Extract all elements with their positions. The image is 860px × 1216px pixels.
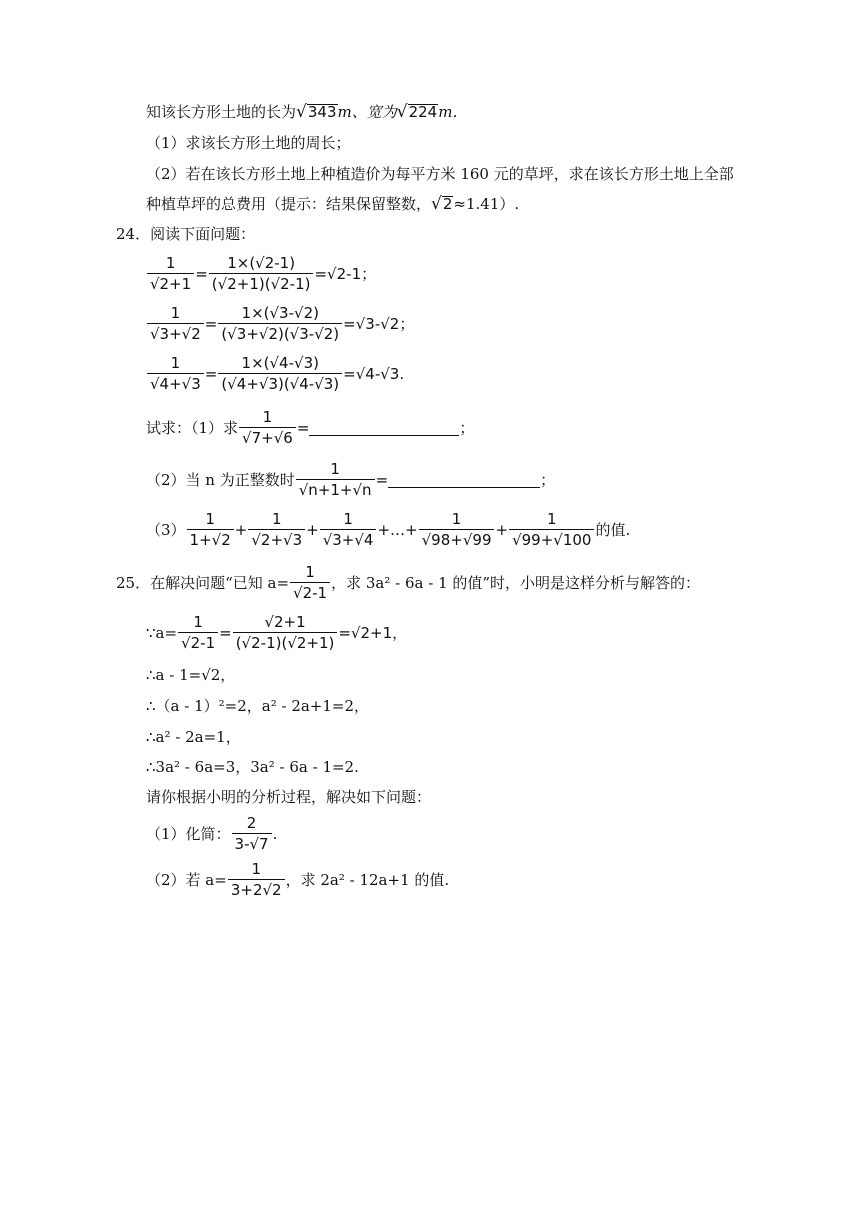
p25-q1 (146, 816, 277, 852)
p25-title (116, 565, 700, 601)
p24-example-3: $\frac{1}{√4+√3}$ = $\frac{1\times(√4-√3)}{(√4+√3)(√4-√3)}$ =√4-√3. (146, 356, 404, 392)
fraction: $\frac{1}{√4+√3}$ (147, 356, 204, 392)
fraction: $\frac{1\times(√2-1)}{(√2+1)(√2-1)}$ (209, 256, 314, 292)
p25-title-b: ，求 3a² - 6a - 1 的值”时，小明是这样分析与解答的： (331, 573, 701, 592)
p25-q1-label: （1）化简： (146, 824, 231, 843)
sqrt-224: √ 224 (396, 102, 438, 122)
fraction: $\frac{1}{1+√2}$ (187, 512, 234, 548)
fraction: $\frac{2}{3-√7}$ (232, 816, 272, 852)
p25-q2-end: ，求 2a² - 12a+1 的值. (285, 870, 450, 889)
p25-q2 (146, 862, 449, 898)
p24-q3-label: （3） (146, 520, 186, 539)
fraction: $\frac{1}{√2-1}$ (178, 615, 218, 651)
result: =√4-√3. (343, 364, 405, 383)
p24-q1: 试求：（1）求 $\frac{1}{√7+√6}$ = ； (146, 408, 475, 447)
answer-blank[interactable] (309, 421, 459, 436)
p24-q1-end: ； (459, 418, 475, 437)
p25-step3: ∴（a - 1）²=2，a² - 2a+1=2， (146, 697, 370, 715)
fraction: $\frac{1}{√7+√6}$ (239, 410, 296, 446)
p24-q2: （2）当 n 为正整数时 $\frac{1}{√n+1+√n}$ = ； (146, 460, 556, 499)
p23-l1-text-c: m． (438, 103, 468, 121)
p25-step1: ∵a= $\frac{1}{√2-1}$ = $\frac{√2+1}{(√2-1)(√2+1)}$ =√2+1， (146, 613, 408, 652)
result: =√3-√2； (343, 314, 415, 333)
sqrt-2: √ 2 (431, 194, 453, 214)
fraction: $\frac{1\times(√4-√3)}{(√4+√3)(√4-√3)}$ (218, 356, 342, 392)
p25-title-a: 25．在解决问题“已知 a= (116, 573, 290, 592)
fraction: $\frac{√2+1}{(√2-1)(√2+1)}$ (233, 615, 338, 651)
result: =√2+1， (338, 623, 408, 642)
fraction: $\frac{1}{√3+√4}$ (320, 512, 377, 548)
p24-q2-label: （2）当 n 为正整数时 (146, 470, 295, 489)
sqrt-343: √ 343 (296, 102, 337, 122)
p23-q2-line2 (146, 196, 519, 213)
p24-q3-end: 的值. (595, 520, 631, 539)
p25-step4: ∴a² - 2a=1， (146, 728, 241, 746)
fraction: $\frac{1}{√n+1+√n}$ (296, 462, 375, 498)
fraction: $\frac{1}{√2+1}$ (147, 256, 194, 292)
fraction: $\frac{1}{√2-1}$ (290, 565, 330, 601)
p23-line1 (146, 104, 467, 121)
p23-q2-text-a: 种植草坪的总费用（提示：结果保留整数， (146, 195, 432, 213)
p23-q1: （1）求该长方形土地的周长； (146, 134, 351, 152)
fraction: $\frac{1}{√98+√99}$ (419, 512, 495, 548)
p24-q2-end: ； (540, 470, 556, 489)
fraction: $\frac{1}{√99+√100}$ (509, 512, 594, 548)
fraction: $\frac{1\times(√3-√2)}{(√3+√2)(√3-√2)}$ (218, 306, 342, 342)
p24-q3: （3） $\frac{1}{1+√2}$ + $\frac{1}{√2+√3}$ + $\frac{1}{√3+√4}$ +…+ $\frac{1}{√98+√99}$ + $\frac{1}{√99+√100}$ 的值. (146, 510, 631, 549)
p23-l1-text-a: 知该长方形土地的长为 (146, 103, 297, 121)
p25-step5: ∴3a² - 6a=3，3a² - 6a - 1=2. (146, 758, 359, 776)
p23-q2-text-c: ≈1.41）. (453, 195, 520, 213)
p23-l1-text-b: m、宽为 (337, 103, 397, 121)
p24-example-2: $\frac{1}{√3+√2}$ = $\frac{1\times(√3-√2)}{(√3+√2)(√3-√2)}$ =√3-√2； (146, 306, 414, 342)
ellipsis: +…+ (377, 520, 418, 539)
fraction: $\frac{1}{√3+√2}$ (147, 306, 204, 342)
p24-title: 24．阅读下面问题： (116, 225, 256, 243)
p24-q1-label: 试求：（1）求 (146, 418, 239, 437)
result: =√2-1； (314, 264, 377, 283)
p25-s1-pre: ∵a= (146, 623, 178, 642)
p25-instruction: 请你根据小明的分析过程，解决如下问题： (146, 788, 432, 806)
p25-step2: ∴a - 1=√2， (146, 666, 236, 684)
answer-blank[interactable] (388, 473, 540, 488)
p25-q1-end: . (272, 824, 278, 843)
fraction: $\frac{1}{√2+√3}$ (248, 512, 305, 548)
fraction: $\frac{1}{3+2√2}$ (228, 862, 285, 898)
p23-q2-line1: （2）若在该长方形土地上种植造价为每平方米 160 元的草坪，求在该长方形土地上全部 (146, 165, 734, 183)
p24-example-1: $\frac{1}{√2+1}$ = $\frac{1\times(√2-1)}{(√2+1)(√2-1)}$ =√2-1； (146, 256, 376, 292)
p25-q2-label: （2）若 a= (146, 870, 227, 889)
